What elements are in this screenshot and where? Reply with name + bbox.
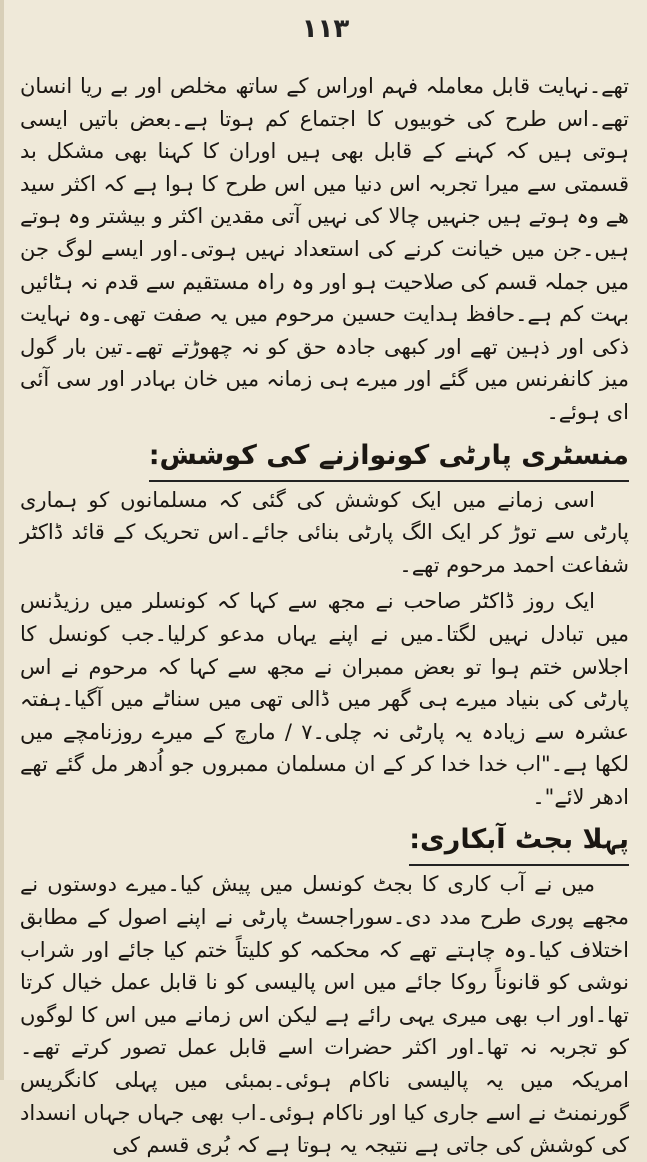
paragraph-intro: تھے۔نہایت قابل معاملہ فہم اوراس کے ساتھ مخلص اور بے ریا انسان تھے۔اس طرح کی خوبیوں کا اجتماع کم ہوتا ہے۔بعض باتیں ایسی ہوتی ہیں کہ کہنے کے قابل بھی ہیں اوران کا کہنا بھی مشکل بد قسمتی سے میرا تجربہ اس دنیا میں اس طرح کا ہوا ہے کہ اکثر سید ھے وہ ہوتے ہیں جنہیں چالا کی نہیں آتی مقدین اکثر و بیشتر وہ ہوتے ہیں۔جن میں خیانت کرنے کی استعداد نہیں ہوتی۔اور ایسے لوگ جن میں جملہ قسم کی صلاحیت ہو اور وہ راہ مستقیم سے قدم نہ ہٹائیں بہت کم ہے۔حافظ ہدایت حسین مرحوم میں یہ صفت تھی۔وہ نہایت ذکی اور ذہین تھے اور کبھی جادہ حق کو نہ چھوڑتے تھے۔تین بار گول میز کانفرنس میں گئے اور میرے ہی زمانہ میں خان بہادر اور سی آئی ای ہوئے۔ [20, 74, 629, 424]
section-heading-ministry-party [20, 433, 629, 482]
heading-text: پہلا بجٹ آبکاری: [409, 817, 629, 866]
paragraph-party-attempt: اسی زمانے میں ایک کوشش کی گئی کہ مسلمانوں کو ہماری پارٹی سے توڑ کر ایک الگ پارٹی بنائی جائے۔اس تحریک کے قائد ڈاکٹر شفاعت احمد مرحوم تھے۔ [20, 487, 629, 577]
page-number: ١١٣ [301, 14, 350, 44]
paragraph-doctor-story: ایک روز ڈاکٹر صاحب نے مجھ سے کہا کہ کونسلر میں رزیڈنس میں تبادل نہیں لگتا۔میں نے اپنے یہاں مدعو کرلیا۔جب کونسل کا اجلاس ختم ہوا تو بعض ممبران نے مجھ سے کہا کہ مرحوم نے اس پارٹی کی بنیاد میرے ہی گھر میں ڈالی تھی میں سناٹے میں آگیا۔ہفتہ عشرہ سے زیادہ یہ پارٹی نہ چلی۔۷ / مارچ کے میرے روزنامچے میں لکھا ہے۔"اب خدا خدا کر کے ان مسلمان ممبروں جو اُدھر مل گئے تھے ادھر لائے"۔ [20, 589, 629, 809]
heading-text: منسٹری پارٹی کونوازنے کی کوشش: [149, 433, 629, 482]
paragraph-excise-budget: میں نے آب کاری کا بجٹ کونسل میں پیش کیا۔میرے دوستوں نے مجھے پوری طرح مدد دی۔سوراجسٹ پارٹی نے اپنے اصول کے مطابق اختلاف کیا۔وہ چاہتے تھے کہ محکمہ کو کلیتاً ختم کیا جائے اور شراب نوشی کو قانوناً روکا جائے میں اس پالیسی کو نا قابل عمل خیال کرتا تھا۔اور اب بھی میری یہی رائے ہے لیکن اس زمانے میں اس کا لوگوں کو تجربہ نہ تھا۔اور اکثر حضرات اسے قابل عمل تصور کرتے تھے۔امریکہ میں یہ پالیسی ناکام ہوئی۔بمبئی میں پہلی کانگریس گورنمنٹ نے اسے جاری کیا اور ناکام ہوئی۔اب بھی جہاں جہاں انسداد کی کوشش کی جاتی ہے نتیجہ یہ ہوتا ہے کہ بُری قسم کی [20, 872, 629, 1158]
page-body [20, 70, 629, 1162]
section-heading-first-budget [20, 817, 629, 866]
